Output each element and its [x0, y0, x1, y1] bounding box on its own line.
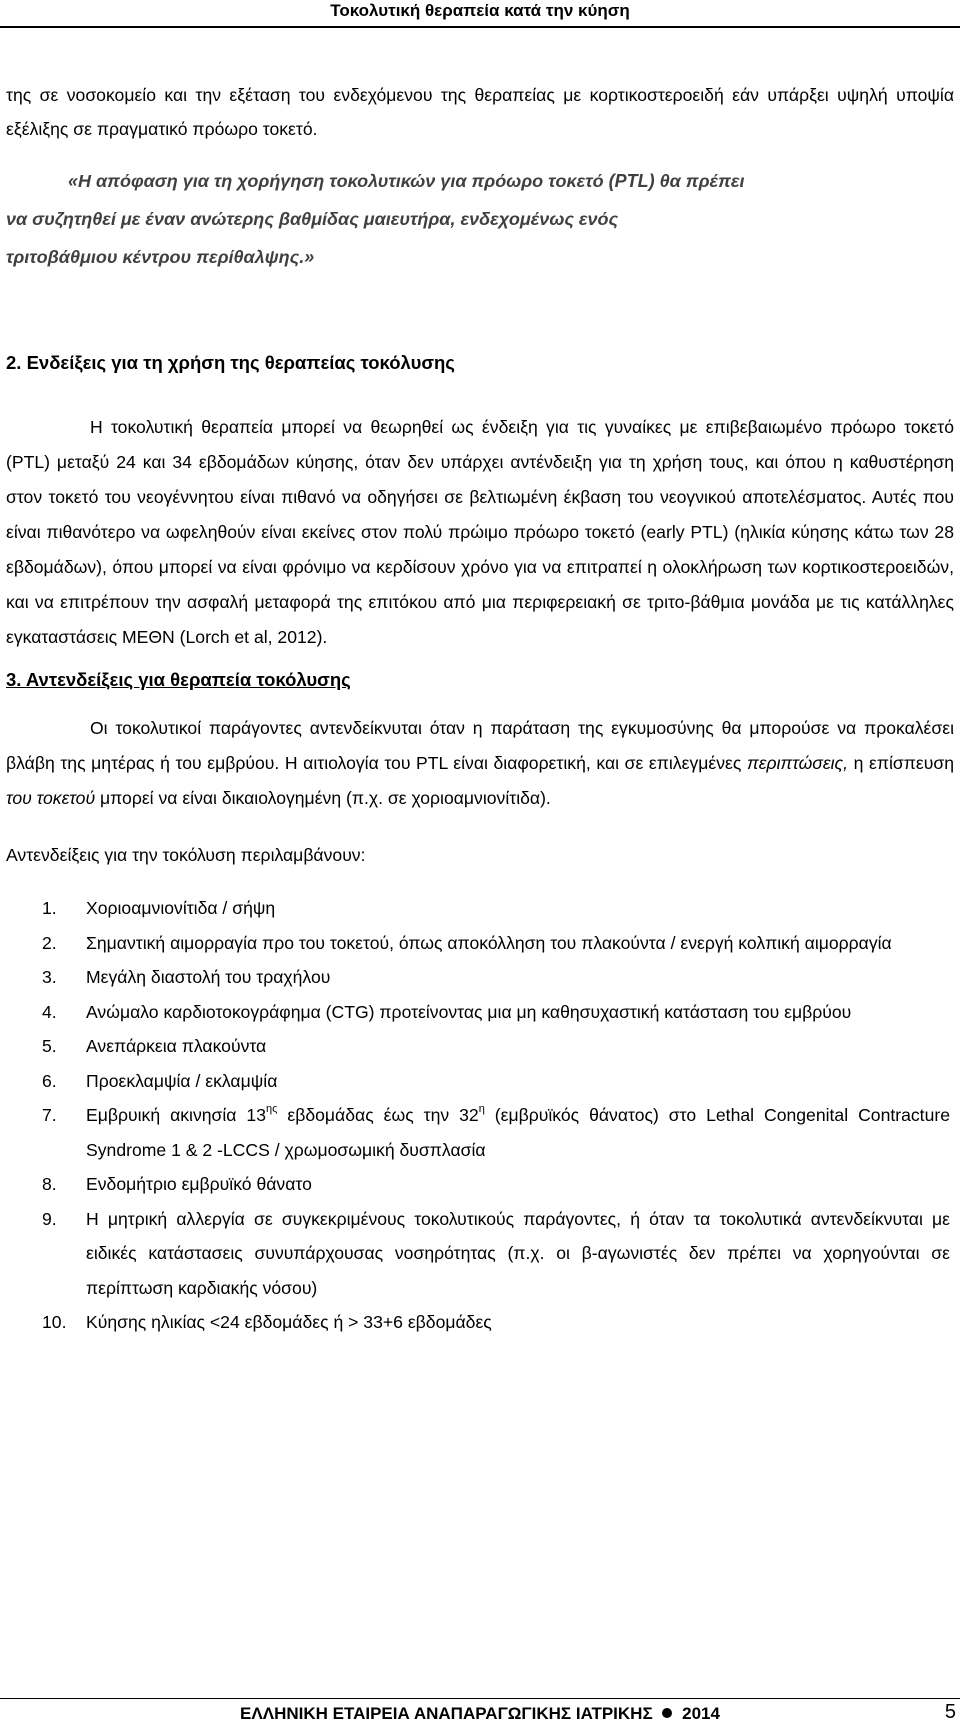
list-item	[6, 1202, 954, 1306]
footer-society-name: ΕΛΛΗΝΙΚΗ ΕΤΑΙΡΕΙΑ ΑΝΑΠΑΡΑΓΩΓΙΚΗΣ ΙΑΤΡΙΚΗΣ	[240, 1704, 653, 1723]
list-item-text-part: (εμβρυϊκός θάνατος) στο Lethal Congenital Contracture Syndrome 1 & 2 -LCCS / χρωμοσωμική δυσπλασία	[86, 1105, 950, 1160]
running-footer	[0, 1703, 960, 1725]
list-item-text: Ανώμαλο καρδιοτοκογράφημα (CTG) προτείνοντας μια μη καθησυχαστική κατάσταση του εμβρύου	[86, 1001, 852, 1022]
list-item-text: Προεκλαμψία / εκλαμψία	[86, 1070, 278, 1091]
list-item-number: 7.	[42, 1105, 57, 1125]
list-item-text: Ενδομήτριο εμβρυϊκό θάνατο	[86, 1174, 312, 1194]
ordinal-superscript: η	[478, 1103, 485, 1115]
list-item	[6, 1064, 954, 1099]
contraindications-list	[6, 891, 954, 1340]
list-item-number: 5.	[42, 1036, 57, 1056]
quote-line-2: να συζητηθεί με έναν ανώτερης βαθμίδας μαιευτήρα, ενδεχομένως ενός	[6, 209, 619, 229]
list-item-text-part: Εμβρυική ακινησία 13	[86, 1105, 266, 1125]
footer-rule	[0, 1698, 960, 1699]
list-item-number: 4.	[42, 1001, 57, 1022]
list-item-text: Η μητρική αλλεργία σε συγκεκριμένους τοκολυτικούς παράγοντες, ή όταν τα τοκολυτικά αντενδείκνυται με ειδικές κατάστασεις συνυπάρχουσας νοσηρότητας (π.χ. οι β-αγωνιστές δεν πρέπει να χορηγούνται σε περίπτωση καρδιακής νόσου)	[86, 1208, 950, 1298]
intro-paragraph: της σε νοσοκομείο και την εξέταση του ενδεχόμενου της θεραπείας με κορτικοστεροειδή εάν υπάρξει υψηλή υποψία εξέλιξης σε πραγματικό πρόωρο τοκετό.	[6, 85, 954, 139]
section-3-paragraph	[6, 711, 954, 816]
section-3-text-1: Οι τοκολυτικοί παράγοντες αντενδείκνυται όταν η παράταση της εγκυμοσύνης θα μπορούσε να προκαλέσει βλάβη της μητέρας ή του εμβρύου. Η αιτιολογία του PTL είναι διαφορετική, και σε επιλεγμένες	[6, 718, 954, 773]
running-header: Τοκολυτική θεραπεία κατά την κύηση	[330, 1, 630, 20]
list-item-number: 1.	[42, 898, 57, 918]
ordinal-superscript: ης	[266, 1103, 278, 1115]
list-item-number: 10.	[42, 1312, 67, 1332]
section-2-heading: 2. Ενδείξεις για τη χρήση της θεραπείας τοκόλυσης	[6, 352, 455, 373]
list-item	[6, 926, 954, 961]
list-item	[6, 995, 954, 1030]
list-item-text: Μεγάλη διαστολή του τραχήλου	[86, 967, 331, 987]
footer-year: 2014	[682, 1704, 720, 1723]
list-item-text: Χοριοαμνιονίτιδα / σήψη	[86, 898, 276, 918]
list-item	[6, 1305, 954, 1340]
recommendation-quote	[6, 162, 954, 276]
header-rule	[0, 26, 960, 28]
bullet-dot-icon	[662, 1708, 672, 1718]
contraindications-intro: Αντενδείξεις για την τοκόλυση περιλαμβάνουν:	[6, 845, 366, 865]
list-item-text: Κύησης ηλικίας <24 εβδομάδες ή > 33+6 εβδομάδες	[86, 1312, 492, 1332]
list-item-number: 6.	[42, 1070, 57, 1091]
quote-line-3: τριτοβάθμιου κέντρου περίθαλψης.»	[6, 247, 315, 267]
list-item-number: 8.	[42, 1174, 57, 1194]
list-item-number: 2.	[42, 932, 57, 953]
list-item-text: Σημαντική αιμορραγία προ του τοκετού, όπως αποκόλληση του πλακούντα / ενεργή κολπική αιμορραγία	[86, 932, 892, 953]
list-item	[6, 1167, 954, 1202]
list-item-text: Ανεπάρκεια πλακούντα	[86, 1036, 267, 1056]
list-item-number: 3.	[42, 967, 57, 987]
section-2-paragraph: Η τοκολυτική θεραπεία μπορεί να θεωρηθεί ως ένδειξη για τις γυναίκες με επιβεβαιωμένο πρόωρο τοκετό (PTL) μεταξύ 24 και 34 εβδομάδων κύησης, όταν δεν υπάρχει αντένδειξη για τη χρήση τους, και όπου η καθυστέρηση στον τοκετό του νεογέννητου είναι πιθανό να οδηγήσει σε βελτιωμένη έκβαση του νεογνικού αποτελέσματος. Αυτές που είναι πιθανότερο να ωφεληθούν είναι εκείνες στον πολύ πρώιμο πρόωρο τοκετό (early PTL) (ηλικία κύησης κάτω των 28 εβδομάδων), όπου μπορεί να είναι φρόνιμο να κερδίσουν χρόνο για να επιτραπεί η ολοκλήρωση των κορτικοστεροειδών, και να επιτρέπουν την ασφαλή μεταφορά της επιτόκου από μια περιφερειακή σε τριτο-βάθμια μονάδα με τις κατάλληλες εγκαταστάσεις ΜΕΘΝ (Lorch et al, 2012).	[6, 417, 954, 647]
list-item-number: 9.	[42, 1208, 57, 1229]
section-3-italic-2: του τοκετού	[6, 788, 96, 808]
page-content	[6, 78, 954, 1340]
section-3-heading: 3. Αντενδείξεις για θεραπεία τοκόλυσης	[6, 669, 351, 690]
page-number: 5	[944, 1701, 956, 1723]
list-item-text-part: εβδομάδας έως την 32	[277, 1105, 479, 1125]
list-item	[6, 891, 954, 926]
list-item	[6, 1029, 954, 1064]
section-3-italic-1: περιπτώσεις,	[746, 753, 848, 773]
list-item	[6, 1098, 954, 1167]
section-3-text-2: η επίσπευση	[848, 753, 954, 773]
section-3-text-3: μπορεί να είναι δικαιολογημένη (π.χ. σε χοριοαμνιονίτιδα).	[95, 788, 551, 808]
quote-line-1: «Η απόφαση για τη χορήγηση τοκολυτικών για πρόωρο τοκετό (PTL) θα πρέπει	[68, 171, 745, 191]
list-item	[6, 960, 954, 995]
